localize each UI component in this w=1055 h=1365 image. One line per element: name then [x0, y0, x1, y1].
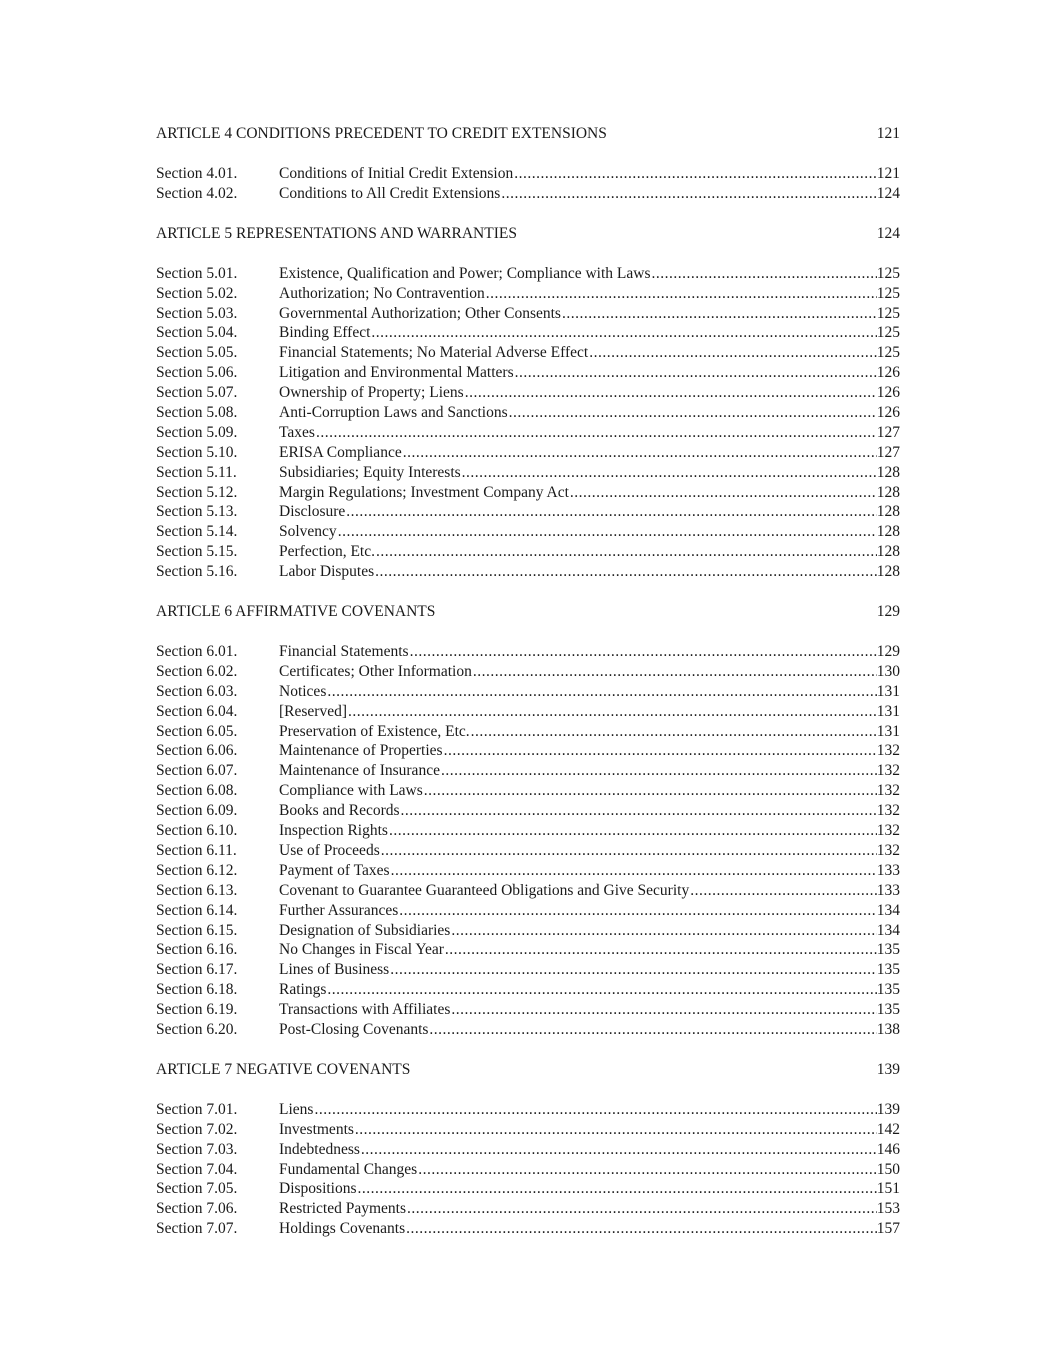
- section-title: Books and Records: [279, 802, 400, 820]
- section-list: [156, 642, 900, 1040]
- dot-leader: [451, 1000, 876, 1020]
- section-number: Section 6.17.: [156, 961, 238, 979]
- section-list: [156, 1100, 900, 1239]
- dot-leader: [690, 881, 877, 901]
- section-page-number: 135: [876, 1001, 900, 1019]
- toc-entry[interactable]: [156, 741, 900, 761]
- toc-entry[interactable]: [156, 522, 900, 542]
- dot-leader: [371, 323, 876, 343]
- section-page-number: 157: [876, 1220, 900, 1238]
- article-title: ARTICLE 6 AFFIRMATIVE COVENANTS: [156, 603, 436, 621]
- section-number: Section 5.15.: [156, 543, 238, 561]
- article-title: ARTICLE 7 NEGATIVE COVENANTS: [156, 1060, 411, 1078]
- toc-entry[interactable]: [156, 1020, 900, 1040]
- toc-entry[interactable]: [156, 901, 900, 921]
- section-number: Section 5.04.: [156, 324, 238, 342]
- section-title: Use of Proceeds: [279, 841, 380, 859]
- section-title: Labor Disputes: [279, 563, 375, 581]
- section-page-number: 132: [876, 742, 900, 760]
- section-page-number: 131: [876, 682, 900, 700]
- section-page-number: 126: [876, 404, 900, 422]
- section-list: [156, 164, 900, 204]
- section-title: Conditions to All Credit Extensions: [279, 184, 501, 202]
- section-number: Section 5.13.: [156, 503, 238, 521]
- dot-leader: [327, 980, 876, 1000]
- section-number: Section 6.19.: [156, 1001, 238, 1019]
- section-title: Taxes: [279, 423, 315, 441]
- section-number: Section 6.08.: [156, 782, 238, 800]
- section-number: Section 5.08.: [156, 404, 238, 422]
- toc-entry[interactable]: [156, 284, 900, 304]
- article-block: [156, 602, 900, 1040]
- toc-entry[interactable]: [156, 1179, 900, 1199]
- section-page-number: 124: [876, 184, 900, 202]
- toc-entry[interactable]: [156, 722, 900, 742]
- section-number: Section 7.06.: [156, 1200, 238, 1218]
- dot-leader: [381, 841, 877, 861]
- section-title: Governmental Authorization; Other Consents: [279, 304, 561, 322]
- section-number: Section 7.04.: [156, 1160, 238, 1178]
- section-title: Restricted Payments: [279, 1200, 406, 1218]
- section-title: Conditions of Initial Credit Extension: [279, 165, 514, 182]
- toc-entry[interactable]: [156, 463, 900, 483]
- section-page-number: 126: [876, 384, 900, 402]
- dot-leader: [418, 1160, 877, 1180]
- section-title: Certificates; Other Information: [279, 662, 472, 680]
- section-page-number: 128: [876, 483, 900, 501]
- section-title: Holdings Covenants: [279, 1220, 406, 1238]
- section-title: Financial Statements: [279, 643, 409, 661]
- toc-entry[interactable]: [156, 383, 900, 403]
- section-title: Disclosure: [279, 503, 346, 521]
- section-number: Section 5.11.: [156, 463, 237, 481]
- section-title: Anti-Corruption Laws and Sanctions: [279, 404, 508, 422]
- section-number: Section 6.01.: [156, 643, 238, 661]
- section-page-number: 132: [876, 841, 900, 859]
- section-title: Perfection, Etc.: [279, 543, 375, 561]
- toc-entry[interactable]: [156, 682, 900, 702]
- toc-entry[interactable]: [156, 1160, 900, 1180]
- section-number: Section 5.07.: [156, 384, 238, 402]
- dot-leader: [444, 741, 877, 761]
- section-number: Section 6.15.: [156, 921, 238, 939]
- dot-leader: [509, 403, 877, 423]
- section-title: Designation of Subsidiaries: [279, 921, 451, 939]
- section-number: Section 6.04.: [156, 702, 238, 720]
- dot-leader: [445, 940, 877, 960]
- toc-entry[interactable]: [156, 1120, 900, 1140]
- section-page-number: 139: [876, 1100, 900, 1118]
- section-page-number: 128: [876, 463, 900, 481]
- article-page-number: 139: [876, 1060, 900, 1078]
- section-number: Section 6.06.: [156, 742, 238, 760]
- section-page-number: 135: [876, 961, 900, 979]
- section-title: Lines of Business: [279, 961, 390, 979]
- toc-entry[interactable]: [156, 363, 900, 383]
- toc-entry[interactable]: [156, 1219, 900, 1239]
- section-list: [156, 264, 900, 582]
- section-number: Section 6.20.: [156, 1020, 238, 1038]
- section-page-number: 127: [876, 443, 900, 461]
- dot-leader: [473, 662, 877, 682]
- toc-entry[interactable]: [156, 861, 900, 881]
- dot-leader: [441, 761, 877, 781]
- section-page-number: 130: [876, 662, 900, 680]
- section-number: Section 6.09.: [156, 802, 238, 820]
- toc-entry[interactable]: [156, 980, 900, 1000]
- section-title: [Reserved]: [279, 702, 347, 720]
- dot-leader: [651, 264, 876, 284]
- dot-leader: [515, 363, 877, 383]
- toc-entry[interactable]: [156, 443, 900, 463]
- section-number: Section 5.03.: [156, 304, 238, 322]
- section-title: Authorization; No Contravention: [279, 284, 485, 302]
- section-page-number: 125: [876, 324, 900, 342]
- dot-leader: [462, 463, 877, 483]
- table-of-contents: [156, 124, 900, 1239]
- toc-entry[interactable]: [156, 264, 900, 284]
- section-title: Notices: [279, 682, 327, 700]
- dot-leader: [391, 861, 877, 881]
- section-page-number: 131: [876, 702, 900, 720]
- section-page-number: 134: [876, 921, 900, 939]
- section-page-number: 125: [876, 284, 900, 302]
- dot-leader: [376, 542, 877, 562]
- section-page-number: 133: [876, 861, 900, 879]
- dot-leader: [589, 343, 877, 363]
- dot-leader: [501, 184, 876, 204]
- dot-leader: [410, 642, 877, 662]
- section-page-number: 132: [876, 762, 900, 780]
- section-page-number: 146: [876, 1140, 900, 1158]
- dot-leader: [355, 1120, 877, 1140]
- dot-leader: [406, 1219, 877, 1239]
- toc-entry[interactable]: [156, 702, 900, 722]
- article-heading[interactable]: [156, 224, 900, 244]
- section-page-number: 125: [876, 264, 900, 282]
- dot-leader: [570, 483, 877, 503]
- toc-entry[interactable]: [156, 483, 900, 503]
- dot-leader: [465, 383, 877, 403]
- section-page-number: 127: [876, 423, 900, 441]
- dot-leader: [424, 781, 877, 801]
- dot-leader: [338, 522, 877, 542]
- dot-leader: [407, 1199, 877, 1219]
- section-title: Financial Statements; No Material Adverse Effect: [279, 344, 589, 362]
- section-number: Section 6.16.: [156, 941, 238, 959]
- section-page-number: 128: [876, 523, 900, 541]
- toc-entry[interactable]: [156, 542, 900, 562]
- section-title: No Changes in Fiscal Year: [279, 941, 444, 959]
- section-number: Section 5.16.: [156, 563, 238, 581]
- toc-entry[interactable]: [156, 761, 900, 781]
- section-number: Section 6.07.: [156, 762, 238, 780]
- dot-leader: [429, 1020, 876, 1040]
- section-title: Margin Regulations; Investment Company Act: [279, 483, 569, 501]
- section-page-number: 142: [876, 1120, 900, 1138]
- dot-leader: [375, 562, 877, 582]
- section-number: Section 6.14.: [156, 901, 238, 919]
- section-number: Section 5.02.: [156, 284, 238, 302]
- toc-entry[interactable]: [156, 323, 900, 343]
- section-page-number: 132: [876, 802, 900, 820]
- section-page-number: 128: [876, 543, 900, 561]
- toc-entry[interactable]: [156, 184, 900, 204]
- section-title: Transactions with Affiliates: [279, 1001, 451, 1019]
- section-page-number: 125: [876, 304, 900, 322]
- dot-leader: [399, 901, 877, 921]
- toc-entry[interactable]: [156, 1140, 900, 1160]
- toc-entry[interactable]: [156, 662, 900, 682]
- section-number: Section 7.02.: [156, 1120, 238, 1138]
- article-heading[interactable]: [156, 1060, 900, 1080]
- dot-leader: [486, 284, 877, 304]
- dot-leader: [451, 921, 876, 941]
- section-number: Section 5.09.: [156, 423, 238, 441]
- section-number: Section 4.01.: [156, 165, 238, 182]
- section-number: Section 7.01.: [156, 1100, 238, 1118]
- section-number: Section 5.05.: [156, 344, 238, 362]
- section-page-number: 150: [876, 1160, 900, 1178]
- section-title: Liens: [279, 1100, 314, 1118]
- section-title: Litigation and Environmental Matters: [279, 364, 514, 382]
- section-number: Section 6.10.: [156, 822, 238, 840]
- section-title: Subsidiaries; Equity Interests: [279, 463, 461, 481]
- section-page-number: 135: [876, 941, 900, 959]
- section-number: Section 5.12.: [156, 483, 238, 501]
- section-title: Compliance with Laws: [279, 782, 423, 800]
- article-block: [156, 1060, 900, 1239]
- section-number: Section 4.02.: [156, 184, 238, 202]
- section-page-number: 125: [876, 344, 900, 362]
- section-title: Ratings: [279, 981, 327, 999]
- dot-leader: [348, 702, 877, 722]
- section-title: Investments: [279, 1120, 354, 1138]
- section-number: Section 5.10.: [156, 443, 238, 461]
- dot-leader: [316, 423, 877, 443]
- toc-entry[interactable]: [156, 801, 900, 821]
- section-number: Section 7.03.: [156, 1140, 238, 1158]
- section-number: Section 6.05.: [156, 722, 238, 740]
- section-title: Inspection Rights: [279, 822, 388, 840]
- dot-leader: [514, 164, 877, 184]
- section-page-number: 121: [876, 165, 900, 182]
- toc-entry[interactable]: [156, 304, 900, 324]
- section-title: Payment of Taxes: [279, 861, 390, 879]
- dot-leader: [471, 722, 877, 742]
- section-number: Section 7.05.: [156, 1180, 238, 1198]
- section-number: Section 5.01.: [156, 264, 238, 282]
- article-block: [156, 124, 900, 204]
- toc-entry[interactable]: [156, 821, 900, 841]
- toc-entry[interactable]: [156, 642, 900, 662]
- toc-entry[interactable]: [156, 940, 900, 960]
- article-heading[interactable]: [156, 602, 900, 622]
- toc-entry[interactable]: [156, 1199, 900, 1219]
- section-number: Section 5.06.: [156, 364, 238, 382]
- section-number: Section 5.14.: [156, 523, 238, 541]
- section-title: ERISA Compliance: [279, 443, 402, 461]
- section-title: Preservation of Existence, Etc.: [279, 722, 470, 740]
- dot-leader: [327, 682, 876, 702]
- section-page-number: 126: [876, 364, 900, 382]
- section-number: Section 6.18.: [156, 981, 238, 999]
- section-page-number: 131: [876, 722, 900, 740]
- section-page-number: 133: [876, 881, 900, 899]
- toc-entry[interactable]: [156, 881, 900, 901]
- section-title: Dispositions: [279, 1180, 357, 1198]
- section-title: Indebtedness: [279, 1140, 360, 1158]
- toc-entry[interactable]: [156, 1000, 900, 1020]
- section-page-number: 135: [876, 981, 900, 999]
- section-title: Further Assurances: [279, 901, 399, 919]
- section-title: Maintenance of Properties: [279, 742, 443, 760]
- toc-entry[interactable]: [156, 562, 900, 582]
- toc-entry[interactable]: [156, 841, 900, 861]
- section-page-number: 153: [876, 1200, 900, 1218]
- dot-leader: [361, 1140, 877, 1160]
- article-title: ARTICLE 4 CONDITIONS PRECEDENT TO CREDIT EXTENSIONS: [156, 125, 607, 142]
- section-page-number: 134: [876, 901, 900, 919]
- section-title: Solvency: [279, 523, 337, 541]
- toc-entry[interactable]: [156, 403, 900, 423]
- article-page-number: 121: [876, 125, 900, 142]
- section-title: Existence, Qualification and Power; Compliance with Laws: [279, 264, 651, 282]
- section-number: Section 6.12.: [156, 861, 238, 879]
- section-page-number: 128: [876, 503, 900, 521]
- section-page-number: 151: [876, 1180, 900, 1198]
- dot-leader: [389, 821, 877, 841]
- toc-entry[interactable]: [156, 960, 900, 980]
- toc-entry[interactable]: [156, 781, 900, 801]
- article-title: ARTICLE 5 REPRESENTATIONS AND WARRANTIES: [156, 224, 517, 242]
- toc-entry[interactable]: [156, 1100, 900, 1120]
- dot-leader: [403, 443, 877, 463]
- section-page-number: 132: [876, 782, 900, 800]
- toc-entry[interactable]: [156, 502, 900, 522]
- section-number: Section 6.11.: [156, 841, 237, 859]
- article-page-number: 129: [876, 603, 900, 621]
- section-title: Binding Effect: [279, 324, 371, 342]
- toc-entry[interactable]: [156, 343, 900, 363]
- section-title: Fundamental Changes: [279, 1160, 418, 1178]
- section-number: Section 6.13.: [156, 881, 238, 899]
- dot-leader: [314, 1100, 876, 1120]
- article-heading[interactable]: [156, 124, 900, 144]
- section-page-number: 138: [876, 1020, 900, 1038]
- dot-leader: [562, 304, 877, 324]
- section-title: Post-Closing Covenants: [279, 1020, 429, 1038]
- toc-entry[interactable]: [156, 423, 900, 443]
- toc-entry[interactable]: [156, 921, 900, 941]
- section-number: Section 6.02.: [156, 662, 238, 680]
- dot-leader: [390, 960, 877, 980]
- section-number: Section 6.03.: [156, 682, 238, 700]
- toc-entry[interactable]: [156, 164, 900, 184]
- dot-leader: [401, 801, 877, 821]
- article-block: [156, 224, 900, 582]
- section-page-number: 132: [876, 822, 900, 840]
- section-title: Covenant to Guarantee Guaranteed Obligations and Give Security: [279, 881, 690, 899]
- section-number: Section 7.07.: [156, 1220, 238, 1238]
- section-title: Maintenance of Insurance: [279, 762, 440, 780]
- section-title: Ownership of Property; Liens: [279, 384, 464, 402]
- dot-leader: [358, 1179, 877, 1199]
- section-page-number: 129: [876, 643, 900, 661]
- article-page-number: 124: [876, 224, 900, 242]
- dot-leader: [346, 502, 876, 522]
- section-page-number: 128: [876, 563, 900, 581]
